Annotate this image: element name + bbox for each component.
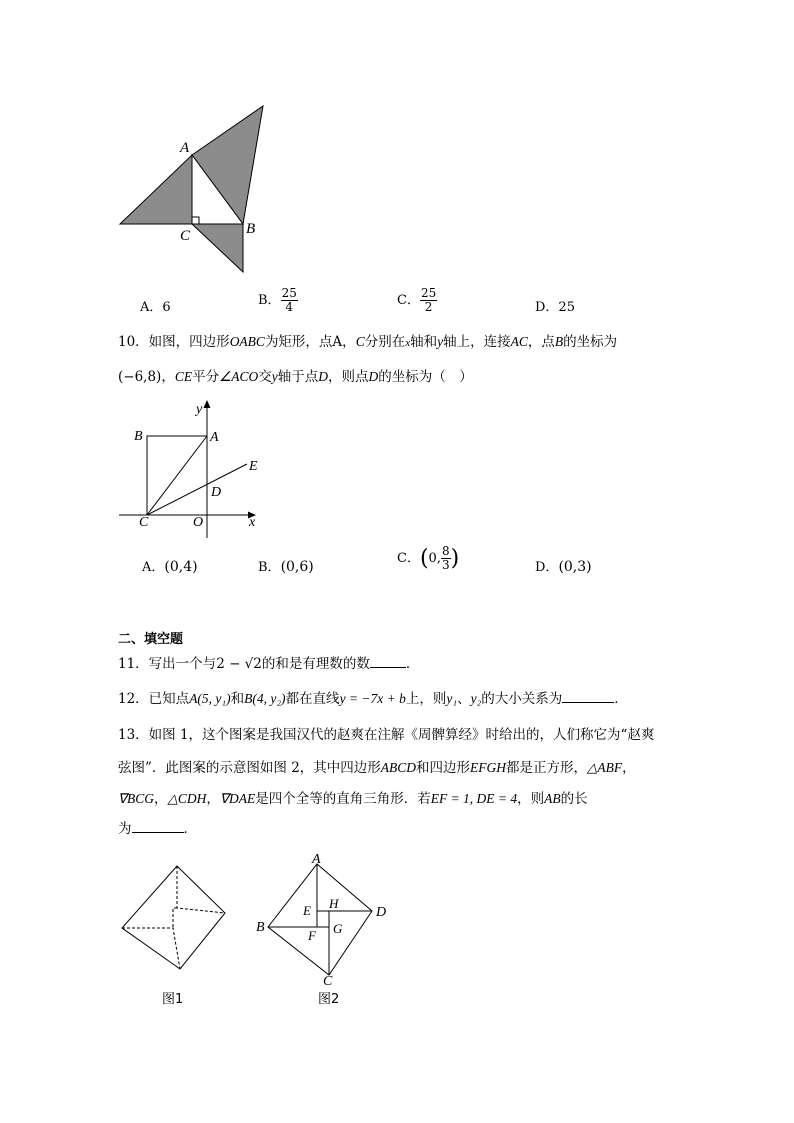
text: 的和是有理数的数	[261, 656, 370, 672]
option-letter: A．	[142, 560, 165, 575]
text: 11．写出一个与	[118, 656, 217, 672]
text: 的大小关系为	[481, 691, 563, 707]
q9-option-c-prefix: C．	[397, 293, 420, 308]
option-value: (0,6)	[280, 559, 314, 575]
figure-2	[250, 848, 400, 988]
fraction-numerator: 8	[441, 544, 450, 558]
shaded-triangle-bottom	[192, 224, 243, 272]
text: ．	[614, 691, 628, 707]
figure-1-caption: 图1	[162, 992, 184, 1007]
math: (−6,8)	[118, 369, 162, 385]
label-x: x	[249, 515, 256, 530]
text: ，	[206, 791, 220, 807]
label-D: D	[211, 485, 222, 500]
math: 2 − √2	[216, 656, 262, 672]
text: 轴于点	[277, 369, 319, 385]
math: C	[355, 334, 365, 349]
text: 为矩形，点A，	[264, 334, 356, 350]
text: 轴上，连接	[443, 334, 511, 350]
math: △ABF	[587, 760, 623, 775]
shaded-triangle-left	[120, 155, 192, 224]
fraction-denominator: 4	[285, 300, 294, 314]
q10-option-b	[258, 556, 314, 575]
paren-left: (	[419, 546, 429, 571]
math: ∇DAE	[219, 791, 256, 806]
math: EF = 1, DE = 4	[430, 791, 518, 806]
text: 和	[230, 691, 245, 707]
text: 上，则	[405, 691, 447, 707]
option-letter: C．	[397, 551, 420, 566]
text: 为	[118, 821, 132, 837]
q10-option-c-fraction	[441, 545, 451, 572]
q9-option-b-fraction	[281, 287, 298, 314]
segment-CA	[147, 436, 207, 515]
section-heading: 二、填空题	[118, 632, 184, 647]
q13-line4	[118, 820, 197, 838]
option-value: (0,3)	[558, 559, 592, 575]
text: 的坐标为	[563, 334, 618, 350]
q9-option-d: D．25	[535, 300, 575, 315]
text: 的长	[560, 791, 588, 807]
q9-option-b	[258, 287, 298, 314]
text: 轴和	[410, 334, 438, 350]
text: 都是正方形，	[506, 760, 588, 776]
text: 都在直线	[285, 691, 340, 707]
text: ，	[161, 369, 175, 385]
label-B: B	[256, 920, 265, 935]
label-O: O	[193, 515, 204, 530]
text: 12．已知点	[118, 691, 190, 707]
answer-blank[interactable]	[132, 820, 184, 833]
math: ABCD	[380, 760, 417, 775]
math: A(5, y₁)	[189, 691, 231, 706]
text: ．	[405, 656, 420, 672]
q11	[118, 655, 419, 673]
label-C: C	[139, 515, 149, 530]
text: ，则	[517, 791, 545, 807]
label-B: B	[134, 429, 143, 444]
math: ∠ACO	[219, 369, 259, 384]
figure-1	[118, 862, 230, 974]
fraction-denominator: 2	[424, 300, 433, 314]
paren-right: )	[450, 546, 460, 571]
q9-option-a: A．6	[140, 300, 171, 315]
math: y₂	[470, 691, 482, 706]
q13-line3	[118, 790, 588, 808]
outer-square	[122, 866, 225, 969]
q13-line1: 13．如图 1，这个图案是我国汉代的赵爽在注解《周髀算经》时给出的，人们称它为“赵爽	[118, 727, 655, 743]
answer-blank[interactable]	[562, 690, 614, 703]
answer-blank[interactable]	[370, 655, 406, 668]
text: 交	[258, 369, 272, 385]
label-A: A	[180, 140, 190, 156]
inner-dashed-lines	[173, 908, 177, 928]
figure-2-caption: 图2	[318, 992, 340, 1007]
math: OABC	[229, 334, 265, 349]
q9-option-c	[397, 287, 437, 314]
text: 和四边形	[416, 760, 471, 776]
text: ，	[154, 791, 168, 807]
text: ，	[622, 760, 636, 776]
text: 、	[457, 691, 471, 707]
label-C: C	[323, 974, 333, 988]
label-y: y	[196, 402, 203, 417]
math: y	[271, 369, 278, 384]
math: y = −7x + b	[339, 691, 406, 706]
math: AB	[544, 791, 561, 806]
math: EFGH	[470, 760, 507, 775]
math: B	[554, 334, 564, 349]
math: △CDH	[167, 791, 207, 806]
option-value: (0,4)	[164, 559, 198, 575]
fraction-denominator: 3	[441, 558, 450, 572]
label-E: E	[303, 903, 311, 918]
label-G: G	[333, 921, 343, 936]
figure-q10	[115, 398, 275, 543]
math: AC	[510, 334, 528, 349]
math: CE	[174, 369, 193, 384]
fraction-numerator: 25	[281, 286, 297, 300]
math: ∇BCG	[118, 791, 155, 806]
ray-CE	[147, 464, 247, 515]
text: ，点	[527, 334, 555, 350]
q13-line2	[118, 759, 636, 777]
math: D	[368, 369, 379, 384]
fraction-numerator: 25	[420, 286, 437, 300]
label-D: D	[376, 905, 387, 920]
q12	[118, 690, 628, 708]
text: 分别在	[364, 334, 406, 350]
text: 是四个全等的直角三角形．若	[255, 791, 431, 807]
text: 弦图”．此图案的示意图如图 2，其中四边形	[118, 760, 381, 776]
q10-option-a	[142, 556, 198, 575]
math: D	[318, 369, 328, 384]
label-A: A	[312, 852, 321, 867]
q10-line2	[118, 368, 473, 386]
option-value: 0,	[428, 551, 441, 566]
math: x	[405, 337, 411, 349]
label-E: E	[249, 459, 258, 474]
text: 的坐标为（ ）	[378, 369, 473, 385]
square-ABCD	[268, 864, 372, 975]
text: 10．如图，四边形	[118, 334, 230, 350]
math: B(4, y₂)	[244, 691, 286, 706]
option-letter: B．	[258, 560, 281, 575]
label-C: C	[180, 228, 191, 244]
label-A: A	[210, 430, 219, 445]
text: ．	[183, 821, 197, 837]
y-axis-arrow	[204, 400, 211, 408]
label-F: F	[308, 928, 316, 943]
label-H: H	[329, 896, 339, 911]
math: y₁	[446, 691, 458, 706]
text: 平分	[192, 369, 220, 385]
q10-option-d	[535, 556, 592, 575]
q9-option-b-prefix: B．	[258, 293, 281, 308]
q10-option-c	[397, 545, 459, 572]
option-letter: D．	[535, 560, 559, 575]
figure-q9	[110, 100, 285, 280]
math: y	[437, 334, 444, 349]
text: ，则点	[327, 369, 369, 385]
label-B: B	[246, 221, 256, 237]
q10-line1	[118, 333, 617, 352]
q9-option-c-fraction	[420, 287, 437, 314]
